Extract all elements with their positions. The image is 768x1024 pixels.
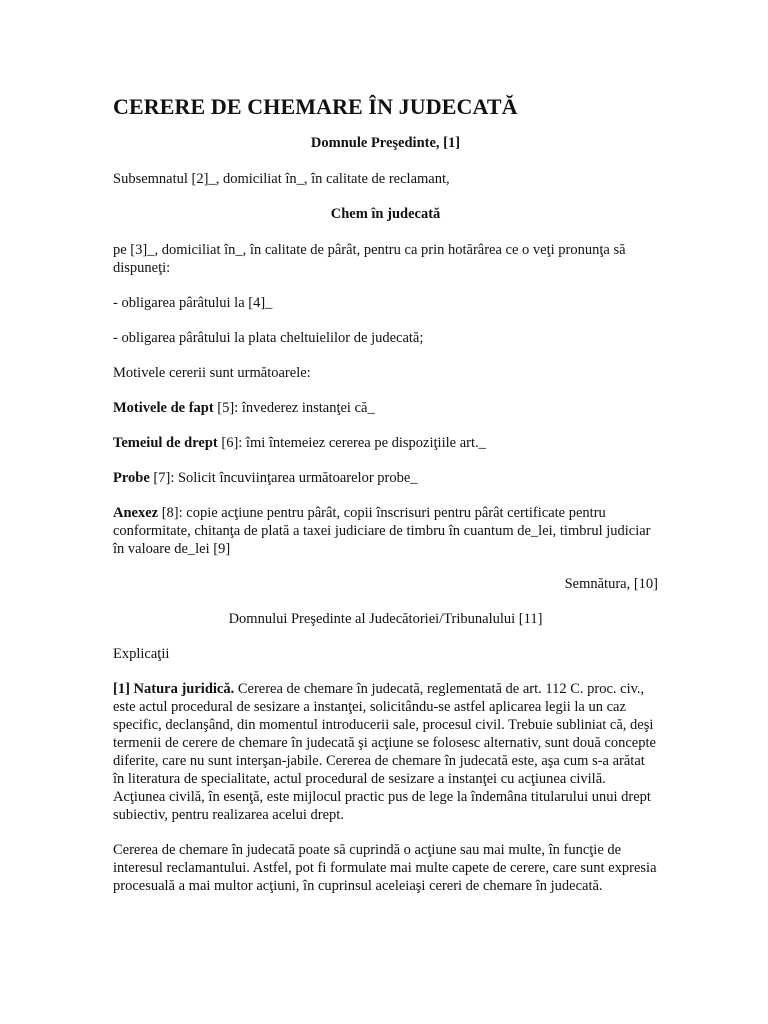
facts-paragraph (113, 399, 658, 417)
facts-text: [5]: învederez instanţei că_ (213, 400, 375, 416)
evidence-text: [7]: Solicit încuviinţarea următoarelor probe_ (149, 470, 418, 486)
law-text: [6]: îmi întemeiez cererea pe dispoziţiile art._ (217, 435, 486, 451)
annex-label: Anexez (113, 505, 159, 521)
defendant-paragraph: pe [3]_, domiciliat în_, în calitate de pârât, pentru ca prin hotărârea ce o veţi pronunţa să dispuneţi: (113, 242, 626, 276)
facts-label: Motivele de fapt (113, 400, 214, 416)
document-title: CERERE DE CHEMARE ÎN JUDECATĂ (113, 94, 518, 119)
intro-paragraph: Subsemnatul [2]_, domiciliat în_, în calitate de reclamant, (113, 171, 450, 187)
note-1-paragraph (113, 680, 658, 824)
salutation: Domnule Preşedinte, [1] (310, 135, 461, 151)
note-1-text: Cererea de chemare în judecată, reglementată de art. 112 C. proc. civ., este actul procedural de sesizare a instanţei, solicitându-se astfel aplicarea legii la un caz specific, declanşând, din momentul introducerii sale, procesul civil. Trebuie subliniat că, deşi termenii de cerere de chemare în judecată şi acţiune se folosesc alternativ, sunt două concepte diferite, care nu sunt interşan-jabile. Cererea de chemare în judecată este, aşa cum s-a arătat în literatura de specialitate, actul procedural de sesizare a instanţei cu acţiunea civilă. Acţiunea civilă, în esenţă, este mijlocul practic pus de lege la îndemâna titularului unui drept subiectiv, pentru realizarea acelui drept. (113, 681, 656, 823)
document-page (113, 93, 658, 912)
annex-paragraph (113, 504, 658, 558)
evidence-paragraph (113, 469, 658, 487)
annex-text: [8]: copie acţiune pentru pârât, copii înscrisuri pentru pârât certificate pentru conformitate, chitanţa de plată a taxei judiciare de timbru în cuantum de_lei, timbrul judiciar în valoare de_lei [9] (113, 505, 651, 557)
evidence-label: Probe (113, 470, 150, 486)
note-1-label: [1] Natura juridică. (113, 681, 235, 697)
explanations-heading: Explicaţii (113, 646, 170, 662)
law-paragraph (113, 434, 658, 452)
request-item-1: - obligarea pârâtului la [4]_ (113, 295, 273, 311)
request-item-2: - obligarea pârâtului la plata cheltuielilor de judecată; (113, 330, 424, 346)
summons-heading: Chem în judecată (330, 206, 441, 222)
law-label: Temeiul de drept (113, 435, 218, 451)
reasons-intro: Motivele cererii sunt următoarele: (113, 365, 311, 381)
note-1-continued-paragraph: Cererea de chemare în judecată poate să cuprindă o acţiune sau mai multe, în funcţie de interesul reclamantului. Astfel, pot fi formulate mai multe capete de cerere, care sunt expresia procesuală a mai multor acţiuni, în cuprinsul aceleiaşi cereri de chemare în judecată. (113, 842, 657, 894)
signature-line: Semnătura, [10] (564, 576, 658, 592)
addressee-line: Domnului Preşedinte al Judecătoriei/Tribunalului [11] (228, 611, 543, 627)
